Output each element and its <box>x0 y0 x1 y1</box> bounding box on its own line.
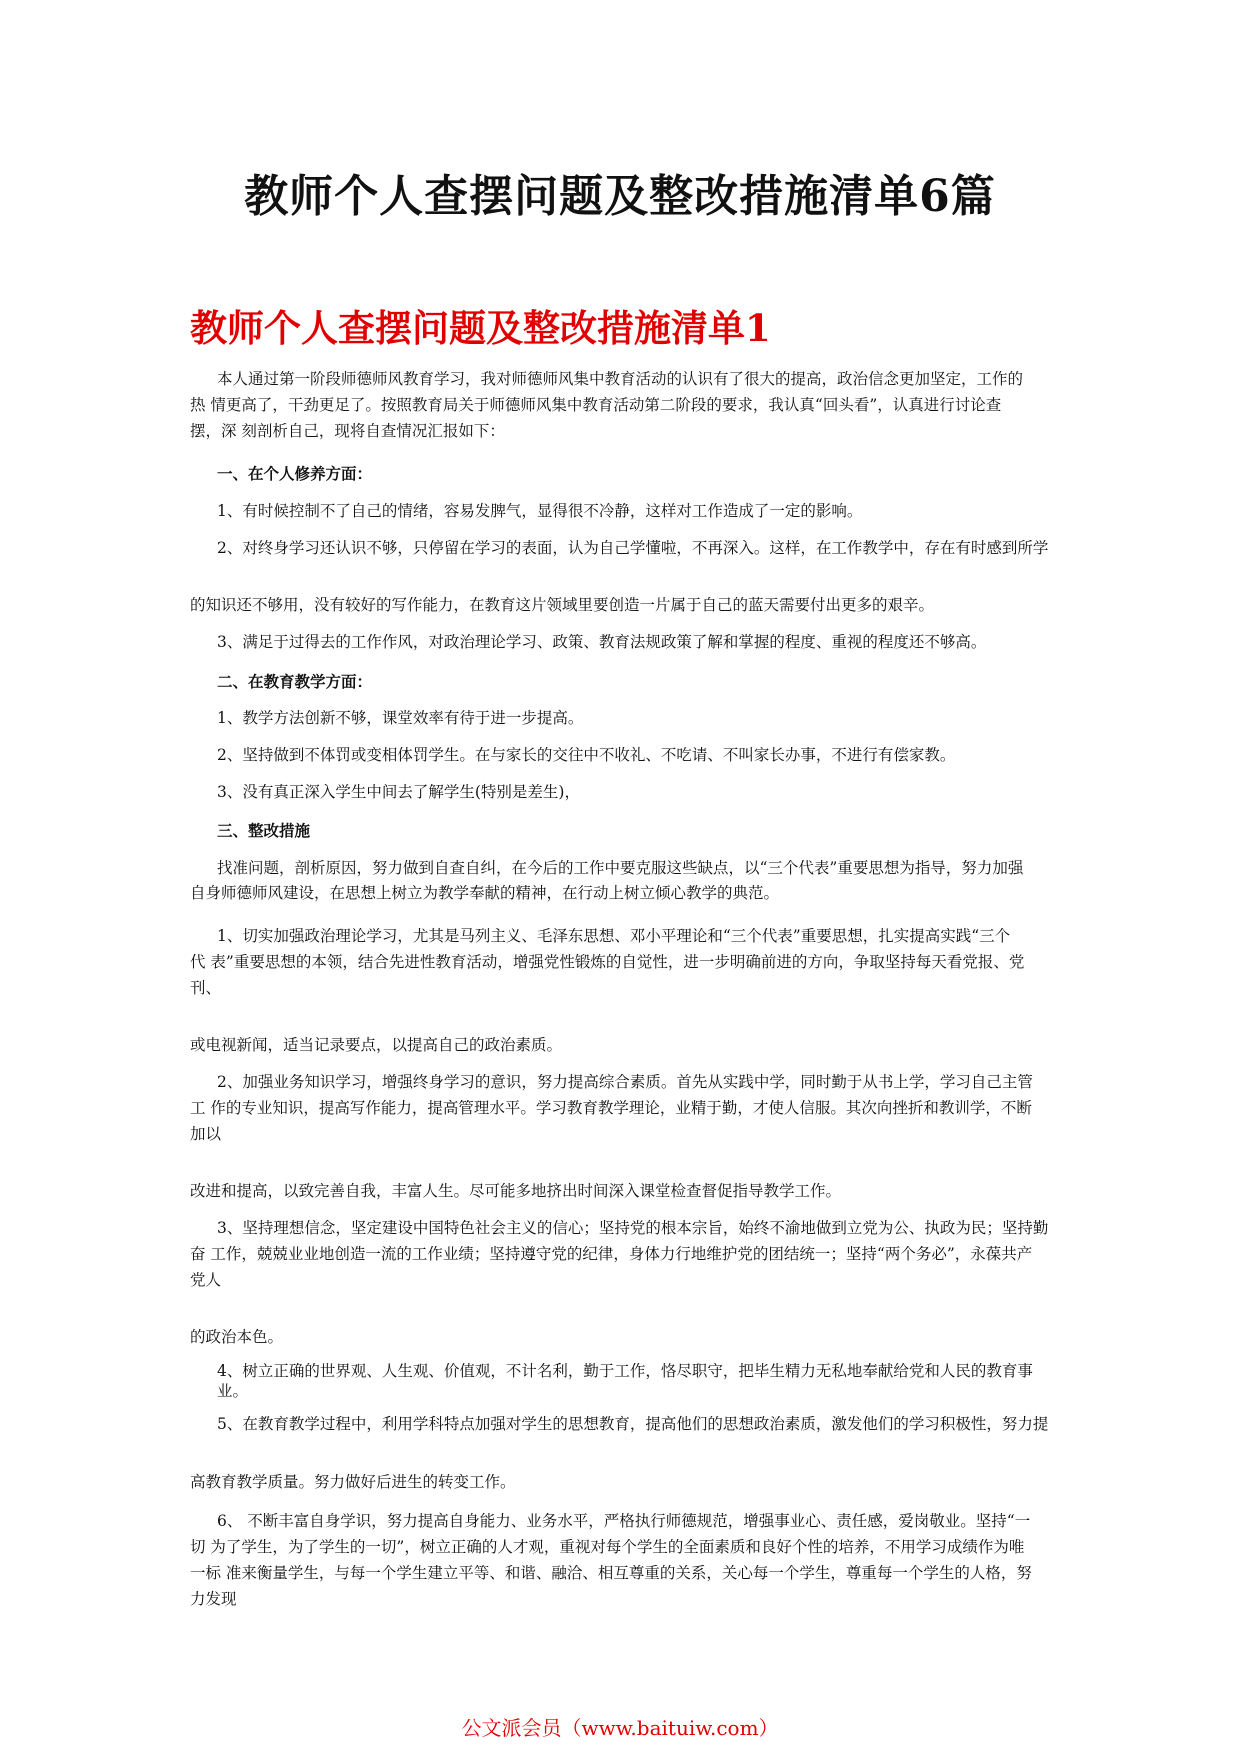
paragraph-line: 3、坚持理想信念，坚定建设中国特色社会主义的信心；坚持党的根本宗旨，始终不渝地做到立党为公、执政为民；坚持勤 <box>217 1219 1049 1237</box>
paragraph-line: 2、坚持做到不体罚或变相体罚学生。在与家长的交往中不收礼、不吃请、不叫家长办事，不进行有偿家教。 <box>217 746 956 764</box>
paragraph-line: 奋 工作，兢兢业业地创造一流的工作业绩；坚持遵守党的纪律，身体力行地维护党的团结统一；坚持“两个务必”，永葆共产 <box>190 1245 1033 1263</box>
section-heading: 三、整改措施 <box>217 821 311 840</box>
section-heading: 一、在个人修养方面： <box>217 464 373 483</box>
paragraph-line: 加以 <box>190 1125 222 1143</box>
paragraph-line: 改进和提高，以致完善自我，丰富人生。尽可能多地挤出时间深入课堂检查督促指导教学工作。 <box>190 1182 842 1200</box>
paragraph-line: 1、教学方法创新不够，课堂效率有待于进一步提高。 <box>217 709 584 727</box>
paragraph-line: 找准问题，剖析原因，努力做到自查自纠，在今后的工作中要克服这些缺点，以“三个代表”重要思想为指导，努力加强 <box>217 859 1024 877</box>
paragraph-line: 切 为了学生，为了学生的一切”，树立正确的人才观，重视对每个学生的全面素质和良好个性的培养，不用学习成绩作为唯 <box>190 1538 1025 1556</box>
paragraph-line: 2、对终身学习还认识不够，只停留在学习的表面，认为自己学懂啦，不再深入。这样，在工作教学中，存在有时感到所学 <box>217 539 1049 557</box>
paragraph-line: 的政治本色。 <box>190 1328 284 1346</box>
paragraph-line: 一标 准来衡量学生，与每一个学生建立平等、和谐、融洽、相互尊重的关系，关心每一个学生，尊重每一个学生的人格，努 <box>190 1564 1032 1582</box>
paragraph-line: 或电视新闻，适当记录要点，以提高自己的政治素质。 <box>190 1036 563 1054</box>
paragraph-line: 党人 <box>190 1271 222 1289</box>
paragraph-line: 本人通过第一阶段师德师风教育学习，我对师德师风集中教育活动的认识有了很大的提高，政治信念更加坚定，工作的 <box>217 370 1024 388</box>
paragraph-line: 3、满足于过得去的工作作风，对政治理论学习、政策、教育法规政策了解和掌握的程度、重视的程度还不够高。 <box>217 633 987 651</box>
paragraph-line: 刊、 <box>190 979 222 997</box>
paragraph-line: 2、加强业务知识学习，增强终身学习的意识，努力提高综合素质。首先从实践中学，同时勤于从书上学，学习自己主管 <box>217 1073 1033 1091</box>
paragraph-line: 摆，深 刻剖析自己，现将自查情况汇报如下： <box>190 422 505 440</box>
paragraph-line: 5、在教育教学过程中，利用学科特点加强对学生的思想教育，提高他们的思想政治素质，激发他们的学习积极性，努力提 <box>217 1415 1049 1433</box>
paragraph-line: 1、有时候控制不了自己的情绪，容易发脾气，显得很不冷静，这样对工作造成了一定的影响。 <box>217 502 863 520</box>
paragraph-line: 4、树立正确的世界观、人生观、价值观，不计名利，勤于工作，恪尽职守，把毕生精力无私地奉献给党和人民的教育事 <box>217 1362 1033 1380</box>
section-title: 教师个人查摆问题及整改措施清单1 <box>190 306 771 350</box>
paragraph-line: 业。 <box>217 1382 249 1400</box>
paragraph-line: 1、切实加强政治理论学习，尤其是马列主义、毛泽东思想、邓小平理论和“三个代表”重要思想，扎实提高实践“三个 <box>217 927 1011 945</box>
footer-watermark-text: 公文派会员（www.baituiw.com） <box>461 1716 779 1740</box>
document-title: 教师个人查摆问题及整改措施清单6篇 <box>244 171 996 222</box>
paragraph-line: 6、 不断丰富自身学识，努力提高自身能力、业务水平，严格执行师德规范，增强事业心、责任感，爱岗敬业。坚持“一 <box>217 1512 1031 1530</box>
paragraph-line: 高教育教学质量。努力做好后进生的转变工作。 <box>190 1473 516 1491</box>
section-heading: 二、在教育教学方面： <box>217 672 373 691</box>
paragraph-line: 3、没有真正深入学生中间去了解学生(特别是差生)， <box>217 783 580 801</box>
paragraph-line: 代 表”重要思想的本领，结合先进性教育活动，增强党性锻炼的自觉性，进一步明确前进的方向，争取坚持每天看党报、党 <box>190 953 1025 971</box>
paragraph-line: 的知识还不够用，没有较好的写作能力，在教育这片领域里要创造一片属于自己的蓝天需要付出更多的艰辛。 <box>190 596 935 614</box>
paragraph-line: 力发现 <box>190 1590 237 1608</box>
paragraph-line: 工 作的专业知识，提高写作能力，提高管理水平。学习教育教学理论，业精于勤，才使人信服。其次向挫折和教训学，不断 <box>190 1099 1032 1117</box>
paragraph-line: 自身师德师风建设，在思想上树立为教学奉献的精神，在行动上树立倾心教学的典范。 <box>190 884 780 902</box>
paragraph-line: 热 情更高了，干劲更足了。按照教育局关于师德师风集中教育活动第二阶段的要求，我认真“回头看”，认真进行讨论查 <box>190 396 1002 414</box>
